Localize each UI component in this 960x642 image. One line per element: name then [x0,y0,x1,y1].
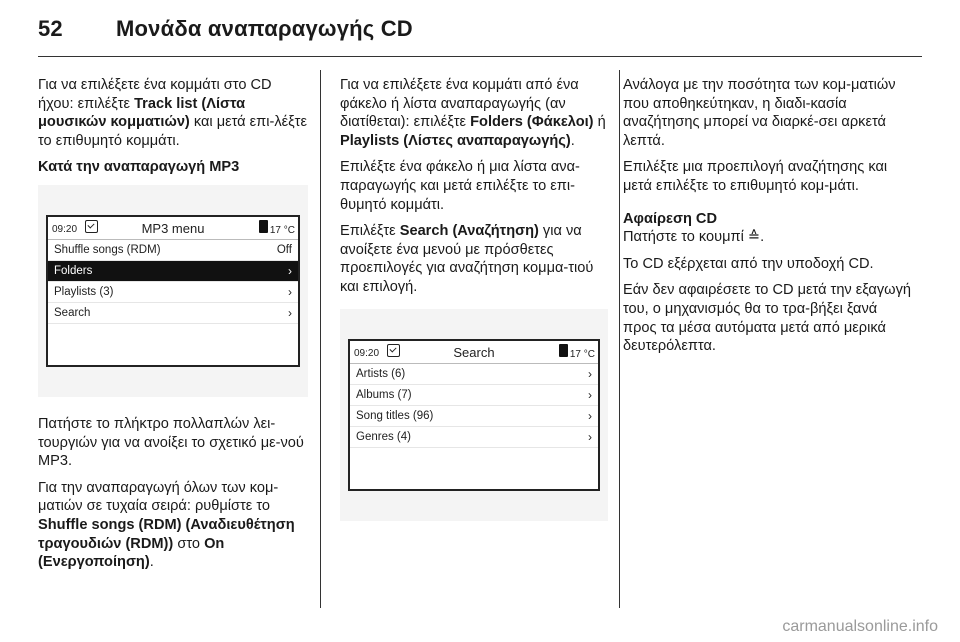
chevron-right-icon: › [288,263,292,278]
column-2 [340,76,608,539]
temperature: 17 °C [569,348,595,360]
display-screen [348,339,600,491]
paragraph: Για την αναπαραγωγή όλων των κομ-ματιών σε τυχαία σειρά: ρυθμίστε το Shuffle songs (RDM) (Αναδιευθέτηση τραγουδιών (RDM)) στο On (Ενεργοποίηση). [38,479,295,571]
screenshot-mp3-menu [38,185,308,397]
menu-item-artists[interactable]: Artists (6) › [350,364,598,385]
section-heading: Κατά την αναπαραγωγή MP3 [38,159,240,176]
paragraph: Ανάλογα με την ποσότητα των κομ-ματιών που αποθηκεύτηκαν, η διαδι-κασία αναζήτησης μπορεί να διαρκέ-σει αρκετά λεπτά. [623,77,896,149]
menu-item-search[interactable]: Search › [48,303,298,324]
menu-item-shuffle[interactable]: Shuffle songs (RDM) Off [48,240,298,261]
paragraph: Εάν δεν αφαιρέσετε το CD μετά την εξαγωγή του, ο μηχανισμός θα το τρα-βήξει ξανά προς τα μέσα αυτόματα μετά από μερικά δευτερόλεπτα. [623,282,911,355]
status-bar [48,217,298,240]
menu-term: Track list (Λίστα μουσικών κομματιών) [38,95,246,131]
chevron-right-icon: › [588,366,592,381]
chevron-right-icon: › [588,429,592,444]
screen-title: Search [453,344,495,360]
column-1 [38,76,308,580]
page-title: Μονάδα αναπαραγωγής CD [116,16,413,41]
paragraph: Πατήστε το κουμπί ≙. [623,229,765,246]
chevron-right-icon: › [288,305,292,320]
eject-icon: ≙ [747,229,761,246]
section-heading: Αφαίρεση CD [623,210,717,227]
column-divider [320,70,321,608]
clock-time: 09:20 [52,223,78,235]
status-bar [350,341,598,364]
menu-item-song-titles[interactable]: Song titles (96) › [350,406,598,427]
paragraph: Πατήστε το πλήκτρο πολλαπλών λει-τουργιών για να ανοίξει το σχετικό με-νού MP3. [38,415,304,470]
column-divider [619,70,620,608]
display-screen [46,215,300,367]
phone-icon [259,220,268,233]
paragraph: Επιλέξτε ένα φάκελο ή μια λίστα ανα-παραγωγής και μετά επιλέξτε το επι-θυμητό κομμάτι. [340,159,580,213]
menu-item-albums[interactable]: Albums (7) › [350,385,598,406]
watermark: carmanualsonline.info [782,618,938,635]
paragraph: Επιλέξτε Search (Αναζήτηση) για να ανοίξετε ένα μενού με πρόσθετες προεπιλογές για αναζήτηση κομμα-τιού και επιλογή. [340,223,594,295]
temperature: 17 °C [269,224,295,236]
column-3 [623,76,913,364]
menu-item-genres[interactable]: Genres (4) › [350,427,598,448]
page-number: 52 [38,16,63,41]
paragraph: Επιλέξτε μια προεπιλογή αναζήτησης και μετά επιλέξτε το επιθυμητό κομ-μάτι. [623,159,888,194]
paragraph: Για να επιλέξετε ένα κομμάτι από ένα φάκελο ή λίστα αναπαραγωγής (αν διατίθεται): επιλέξτε Folders (Φάκελοι) ή Playlists (Λίστες αναπαραγωγής). [340,77,606,149]
paragraph: Το CD εξέρχεται από την υποδοχή CD. [623,255,874,272]
screenshot-search-menu [340,309,608,521]
menu-item-playlists[interactable]: Playlists (3) › [48,282,298,303]
header-rule [38,56,922,57]
chevron-right-icon: › [588,408,592,423]
clock-time: 09:20 [354,347,380,359]
page-header [38,16,413,42]
screen-title: MP3 menu [141,220,205,236]
phone-icon [559,344,568,357]
menu-item-folders[interactable]: Folders › [48,261,298,282]
chevron-right-icon: › [588,387,592,402]
chevron-right-icon: › [288,284,292,299]
paragraph: Για να επιλέξετε ένα κομμάτι στο CD ήχου: επιλέξτε Track list (Λίστα μουσικών κομματιών) και μετά επι-λέξτε το επιθυμητό κομμάτι. [38,77,307,149]
